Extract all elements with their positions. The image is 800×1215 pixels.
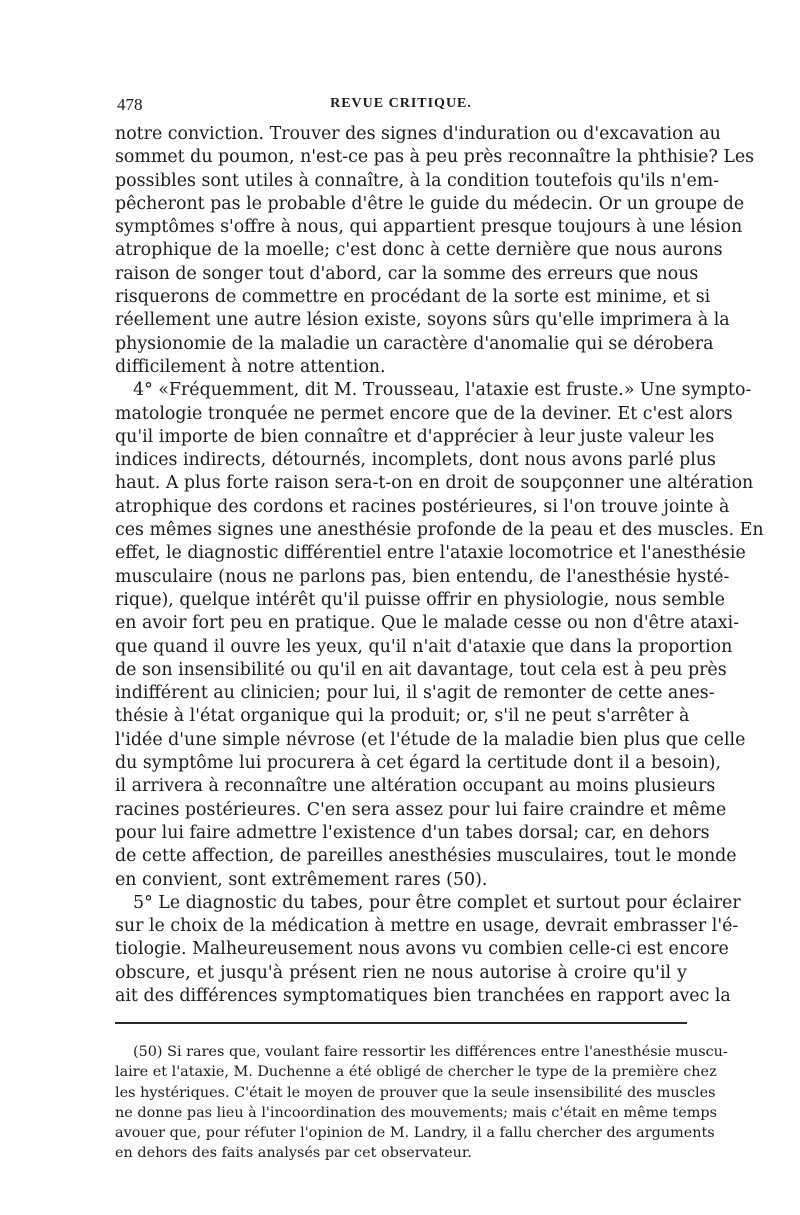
text-line: musculaire (nous ne parlons pas, bien entendu, de l'anesthésie hysté- [115, 566, 730, 587]
running-title: REVUE CRITIQUE. [330, 96, 472, 111]
text-line: atrophique des cordons et racines postérieures, si l'on trouve jointe à [115, 496, 730, 517]
book-page [115, 95, 764, 1163]
text-line: sur le choix de la médication à mettre en usage, devrait embrasser l'é- [115, 916, 739, 937]
text-line: que quand il ouvre les yeux, qu'il n'ait d'ataxie que dans la proportion [115, 636, 733, 657]
text-line: en avoir fort peu en pratique. Que le malade cesse ou non d'être ataxi- [115, 613, 740, 634]
body-text [115, 123, 764, 1008]
text-line: symptômes s'offre à nous, qui appartient presque toujours à une lésion [115, 217, 743, 238]
text-line: pêcheront pas le probable d'être le guide du médecin. Or un groupe de [115, 193, 745, 214]
text-line: risquerons de commettre en procédant de la sorte est minime, et si [115, 287, 711, 308]
footnote-line: en dehors des faits analysés par cet observateur. [115, 1145, 472, 1162]
footnotes [115, 1042, 728, 1163]
text-line: 5° Le diagnostic du tabes, pour être complet et surtout pour éclairer [133, 892, 741, 913]
text-line: ces mêmes signes une anesthésie profonde de la peau et des muscles. En [115, 520, 764, 541]
text-line: en convient, sont extrêmement rares (50). [115, 869, 488, 890]
footnote-line: (50) Si rares que, voulant faire ressortir les différences entre l'anesthésie muscu- [133, 1044, 728, 1061]
page-number: 478 [117, 95, 143, 114]
text-line: tiologie. Malheureusement nous avons vu combien celle-ci est encore [115, 939, 729, 960]
text-line: ait des différences symptomatiques bien tranchées en rapport avec la [115, 985, 731, 1006]
text-line: indices indirects, détournés, incomplets, dont nous avons parlé plus [115, 450, 716, 471]
text-line: difficilement à notre attention. [115, 356, 386, 377]
running-head [115, 95, 687, 121]
text-line: il arrivera à reconnaître une altération occupant au moins plusieurs [115, 776, 716, 797]
text-line: pour lui faire admettre l'existence d'un tabes dorsal; car, en dehors [115, 822, 710, 843]
footnote-line: avouer que, pour réfuter l'opinion de M. Landry, il a fallu chercher des arguments [115, 1125, 715, 1142]
text-line: sommet du poumon, n'est-ce pas à peu près reconnaître la phthisie? Les [115, 147, 755, 168]
text-line: réellement une autre lésion existe, soyons sûrs qu'elle imprimera à la [115, 310, 730, 331]
text-line: qu'il importe de bien connaître et d'apprécier à leur juste valeur les [115, 426, 715, 447]
text-line: thésie à l'état organique qui la produit; or, s'il ne peut s'arrêter à [115, 706, 690, 727]
text-line: obscure, et jusqu'à présent rien ne nous autorise à croire qu'il y [115, 962, 687, 983]
text-line: rique), quelque intérêt qu'il puisse offrir en physiologie, nous semble [115, 589, 725, 610]
text-line: de cette affection, de pareilles anesthésies musculaires, tout le monde [115, 846, 737, 867]
text-line: du symptôme lui procurera à cet égard la certitude dont il a besoin), [115, 753, 721, 774]
text-line: haut. A plus forte raison sera-t-on en droit de soupçonner une altération [115, 473, 754, 494]
text-line: l'idée d'une simple névrose (et l'étude de la maladie bien plus que celle [115, 729, 746, 750]
footnote-rule [115, 1022, 687, 1024]
footnote-line: les hystériques. C'était le moyen de prouver que la seule insensibilité des muscles [115, 1084, 716, 1101]
text-line: notre conviction. Trouver des signes d'induration ou d'excavation au [115, 124, 721, 144]
text-line: racines postérieures. C'en sera assez pour lui faire craindre et même [115, 799, 727, 820]
text-line: de son insensibilité ou qu'il en ait davantage, tout cela est à peu près [115, 659, 727, 680]
text-line: matologie tronquée ne permet encore que de la deviner. Et c'est alors [115, 403, 733, 424]
footnote-line: ne donne pas lieu à l'incoordination des mouvements; mais c'était en même temps [115, 1104, 717, 1121]
text-line: indifférent au clinicien; pour lui, il s'agit de remonter de cette anes- [115, 683, 715, 704]
footnote-line: laire et l'ataxie, M. Duchenne a été obligé de chercher le type de la première chez [115, 1064, 717, 1081]
text-line: physionomie de la maladie un caractère d'anomalie qui se dérobera [115, 333, 714, 354]
text-line: effet, le diagnostic différentiel entre l'ataxie locomotrice et l'anesthésie [115, 543, 746, 564]
text-line: possibles sont utiles à connaître, à la condition toutefois qu'ils n'em- [115, 170, 720, 191]
text-line: raison de songer tout d'abord, car la somme des erreurs que nous [115, 263, 699, 284]
text-line: atrophique de la moelle; c'est donc à cette dernière que nous aurons [115, 240, 723, 261]
text-line: 4° «Fréquemment, dit M. Trousseau, l'ataxie est fruste.» Une sympto- [133, 380, 752, 401]
